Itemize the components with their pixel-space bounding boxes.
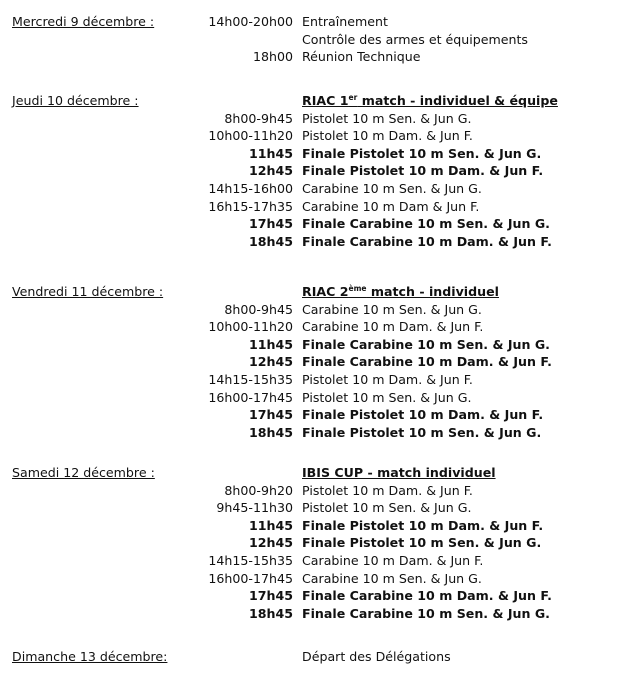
event-name: Carabine 10 m Dam & Jun F. (302, 198, 480, 214)
event-name: Finale Pistolet 10 m Dam. & Jun F. (302, 407, 544, 423)
schedule-row (0, 570, 626, 588)
event-name: Pistolet 10 m Dam. & Jun F. (302, 371, 473, 387)
session-heading (302, 464, 496, 482)
time-slot: 18h45 (248, 605, 293, 621)
heading-superscript: er (348, 93, 358, 102)
schedule-row (0, 215, 626, 233)
schedule-row (0, 587, 626, 605)
event-name: Finale Pistolet 10 m Sen. & Jun G. (302, 535, 542, 551)
schedule-row (0, 127, 626, 145)
schedule-row (0, 233, 626, 251)
event-name: Carabine 10 m Sen. & Jun G. (302, 570, 482, 586)
schedule-row (0, 283, 626, 301)
day-friday (0, 283, 626, 441)
time-slot: 14h15-15h35 (208, 552, 293, 568)
time-slot: 10h00-11h20 (208, 319, 293, 335)
time-slot: 11h45 (248, 517, 293, 533)
time-slot: 10h00-11h20 (208, 128, 293, 144)
schedule-row (0, 145, 626, 163)
schedule-row (0, 534, 626, 552)
schedule-row (0, 318, 626, 336)
heading-text: RIAC 1 (302, 93, 349, 108)
time-slot: 17h45 (248, 216, 293, 232)
schedule-row (0, 301, 626, 319)
time-slot: 9h45-11h30 (216, 500, 293, 516)
schedule-row (0, 31, 626, 49)
schedule-row (0, 371, 626, 389)
event-name: Finale Carabine 10 m Sen. & Jun G. (302, 216, 550, 232)
event-name: Pistolet 10 m Sen. & Jun G. (302, 389, 472, 405)
schedule-row (0, 406, 626, 424)
time-slot: 18h00 (252, 49, 293, 65)
event-name: Carabine 10 m Sen. & Jun G. (302, 301, 482, 317)
day-label: Dimanche 13 décembre: (12, 649, 168, 664)
schedule-row (0, 110, 626, 128)
time-slot: 18h45 (248, 424, 293, 440)
schedule-row (0, 180, 626, 198)
time-slot: 14h15-16h00 (208, 180, 293, 196)
schedule-row (0, 13, 626, 31)
event-name: Réunion Technique (302, 49, 421, 65)
time-slot: 11h45 (248, 145, 293, 161)
event-name: Pistolet 10 m Dam. & Jun F. (302, 482, 473, 498)
schedule-row (0, 48, 626, 66)
event-name: Carabine 10 m Dam. & Jun F. (302, 319, 484, 335)
schedule-row (0, 464, 626, 482)
time-slot: 8h00-9h20 (224, 482, 293, 498)
event-name: Finale Carabine 10 m Dam. & Jun F. (302, 588, 552, 604)
schedule-row (0, 552, 626, 570)
time-slot: 14h15-15h35 (208, 371, 293, 387)
day-label: Mercredi 9 décembre : (12, 14, 155, 29)
event-name: Finale Pistolet 10 m Sen. & Jun G. (302, 145, 542, 161)
schedule-row (0, 482, 626, 500)
event-name: Carabine 10 m Dam. & Jun F. (302, 552, 484, 568)
heading-text: match - individuel (366, 284, 499, 299)
time-slot: 12h45 (248, 354, 293, 370)
event-name: Finale Pistolet 10 m Dam. & Jun F. (302, 163, 544, 179)
time-slot: 17h45 (248, 588, 293, 604)
day-label: Jeudi 10 décembre : (12, 93, 139, 108)
time-slot: 16h15-17h35 (208, 198, 293, 214)
schedule-row (0, 648, 626, 666)
time-slot: 16h00-17h45 (208, 389, 293, 405)
event-name: Carabine 10 m Sen. & Jun G. (302, 180, 482, 196)
event-name: Finale Carabine 10 m Dam. & Jun F. (302, 233, 552, 249)
event-name: Finale Carabine 10 m Dam. & Jun F. (302, 354, 552, 370)
event-name: Contrôle des armes et équipements (302, 31, 528, 47)
schedule-row (0, 389, 626, 407)
heading-text: match - individuel & équipe (357, 93, 558, 108)
event-name: Départ des Délégations (302, 649, 451, 664)
time-slot: 12h45 (248, 535, 293, 551)
event-name: Finale Carabine 10 m Sen. & Jun G. (302, 336, 550, 352)
time-slot: 8h00-9h45 (224, 110, 293, 126)
session-heading (302, 92, 558, 110)
time-slot: 11h45 (248, 336, 293, 352)
time-slot: 17h45 (248, 407, 293, 423)
event-name: Pistolet 10 m Sen. & Jun G. (302, 110, 472, 126)
event-name: Finale Pistolet 10 m Sen. & Jun G. (302, 424, 542, 440)
schedule-row (0, 499, 626, 517)
day-saturday (0, 464, 626, 622)
event-name: Pistolet 10 m Dam. & Jun F. (302, 128, 473, 144)
schedule-row (0, 198, 626, 216)
schedule-row (0, 336, 626, 354)
event-name: Entraînement (302, 14, 388, 29)
schedule-row (0, 517, 626, 535)
day-sunday (0, 648, 626, 666)
schedule-row (0, 424, 626, 442)
heading-superscript: ème (348, 284, 367, 293)
schedule-row (0, 162, 626, 180)
session-heading (302, 283, 499, 301)
schedule-row (0, 353, 626, 371)
event-name: Finale Carabine 10 m Sen. & Jun G. (302, 605, 550, 621)
time-slot: 12h45 (248, 163, 293, 179)
day-thursday (0, 92, 626, 250)
schedule-row (0, 92, 626, 110)
time-slot: 18h45 (248, 233, 293, 249)
time-slot: 16h00-17h45 (208, 570, 293, 586)
heading-text: IBIS CUP - match individuel (302, 465, 496, 480)
event-name: Finale Pistolet 10 m Dam. & Jun F. (302, 517, 544, 533)
event-name: Pistolet 10 m Sen. & Jun G. (302, 500, 472, 516)
heading-text: RIAC 2 (302, 284, 349, 299)
schedule-row (0, 605, 626, 623)
day-label: Samedi 12 décembre : (12, 465, 155, 480)
time-slot: 8h00-9h45 (224, 301, 293, 317)
time-slot: 14h00-20h00 (208, 14, 293, 29)
day-wednesday (0, 13, 626, 66)
day-label: Vendredi 11 décembre : (12, 284, 164, 299)
